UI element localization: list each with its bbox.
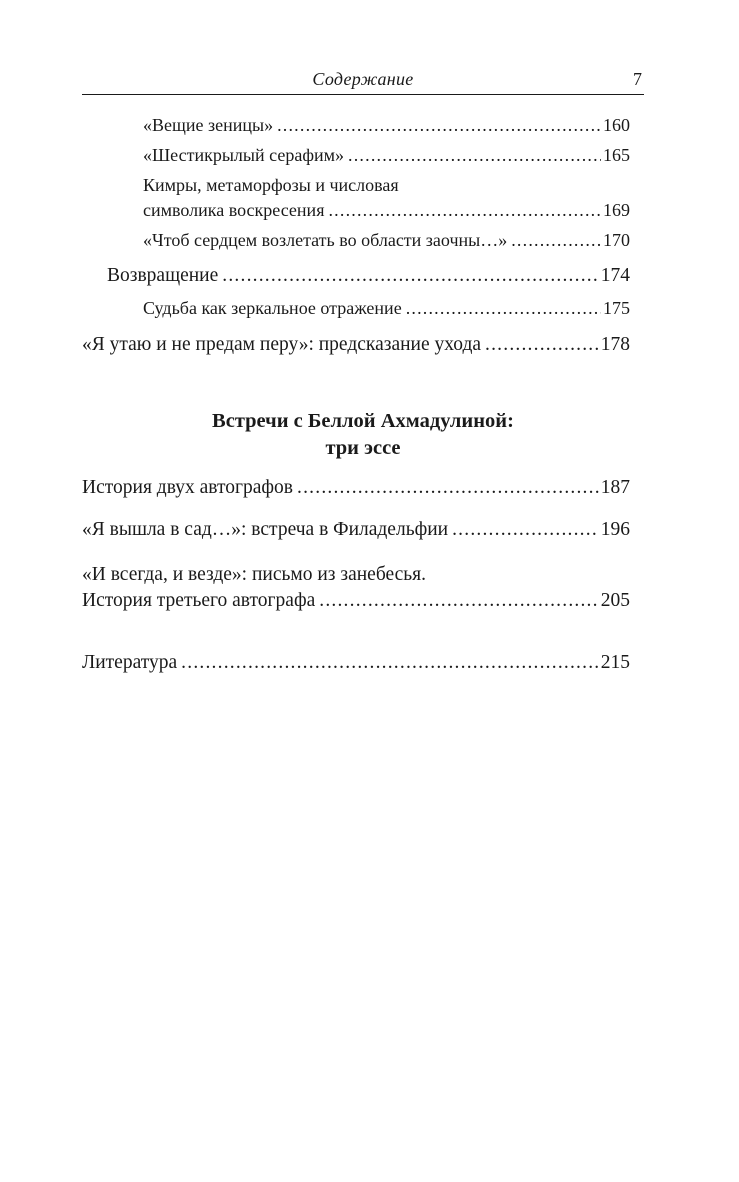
toc-entry-page: 187 xyxy=(600,477,630,498)
toc-entry-page: 205 xyxy=(600,590,630,611)
toc-entry-title: История двух автографов xyxy=(82,477,294,498)
toc-entry-page: 165 xyxy=(603,145,630,165)
section-heading-line1: Встречи с Беллой Ахмадулиной: xyxy=(212,410,514,432)
toc-entry[interactable] xyxy=(82,589,630,613)
toc-entry-title: символика воскресения xyxy=(143,200,325,220)
toc-entry-page: 178 xyxy=(600,334,630,355)
toc-entry-title: «Вещие зеницы» xyxy=(143,115,274,135)
toc-entry-page: 174 xyxy=(600,265,630,286)
toc-entry[interactable] xyxy=(107,264,630,288)
toc-entry-title: «Шестикрылый серафим» xyxy=(143,145,345,165)
toc-entry[interactable] xyxy=(143,113,630,137)
section-heading-line2: три эссе xyxy=(325,437,401,459)
leader-dots xyxy=(181,651,599,675)
header-page-number: 7 xyxy=(633,69,642,89)
leader-dots xyxy=(328,198,601,222)
leader-dots xyxy=(277,113,601,137)
toc-entry-title: Возвращение xyxy=(107,265,219,286)
toc-entry[interactable] xyxy=(82,518,630,542)
toc-entry[interactable] xyxy=(82,333,630,357)
toc-entry-title-line1: Кимры, метаморфозы и числовая xyxy=(143,175,399,195)
toc-entry-page: 196 xyxy=(600,519,630,540)
toc-entry-page: 175 xyxy=(603,298,630,318)
toc-entry-page: 169 xyxy=(603,200,630,220)
toc-entry-title: Литература xyxy=(82,652,178,673)
toc-entry-page: 170 xyxy=(603,230,630,250)
running-header xyxy=(82,68,644,95)
header-title: Содержание xyxy=(312,69,414,89)
leader-dots xyxy=(511,228,601,252)
toc-entry-title: «Чтоб сердцем возлетать во области заочны…» xyxy=(143,230,508,250)
leader-dots xyxy=(222,264,598,288)
toc-entry[interactable] xyxy=(82,476,630,500)
toc-entry[interactable] xyxy=(143,198,630,222)
toc-entry-page: 160 xyxy=(603,115,630,135)
toc-entry[interactable] xyxy=(143,143,630,167)
leader-dots xyxy=(485,333,599,357)
toc-entry-page: 215 xyxy=(600,652,630,673)
leader-dots xyxy=(297,476,599,500)
toc-entry-literature[interactable] xyxy=(82,651,630,675)
toc-entry-title: «Я вышла в сад…»: встреча в Филадельфии xyxy=(82,519,449,540)
leader-dots xyxy=(452,518,599,542)
toc-entry[interactable] xyxy=(143,296,630,320)
toc-entry[interactable] xyxy=(143,228,630,252)
toc-entry-title: Судьба как зеркальное отражение xyxy=(143,298,402,318)
leader-dots xyxy=(319,589,599,613)
leader-dots xyxy=(348,143,601,167)
toc-entry-title-line1: «И всегда, и везде»: письмо из занебесья. xyxy=(82,564,427,585)
toc-entry-title: «Я утаю и не предам перу»: предсказание ухода xyxy=(82,334,482,355)
leader-dots xyxy=(406,296,601,320)
toc-entry-title: История третьего автографа xyxy=(82,590,316,611)
